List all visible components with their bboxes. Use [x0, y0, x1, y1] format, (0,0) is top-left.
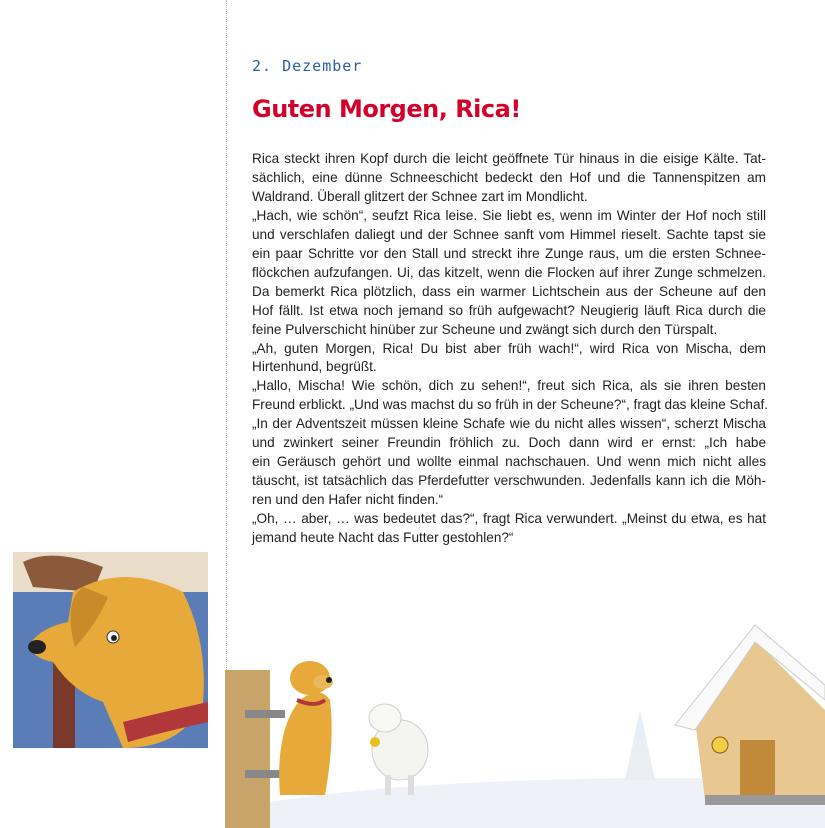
story-text — [252, 150, 769, 548]
story-line: flöckchen aufzufangen. Ui, das kitzelt, wenn die Flocken auf ihrer Zunge schmelzen. — [252, 264, 766, 280]
dog-mischa — [279, 661, 333, 795]
farm-scene-illustration — [225, 600, 825, 828]
story-line: täuscht, ist tatsächlich das Pferdefutter verschwunden. Jedenfalls kann ich die Möh- — [252, 473, 766, 489]
story-line: Rica steckt ihren Kopf durch die leicht geöffnete Tür hinaus in die eisige Kälte. Tat- — [252, 151, 766, 166]
sheep-rica — [369, 704, 428, 795]
story-line: und verschlafen daliegt und der Schnee sanft vom Himmel rieselt. Sachte tapst sie — [252, 226, 766, 242]
story-line: sächlich, eine dünne Schneeschicht bedeckt den Hof und die Tannenspitzen am — [252, 169, 766, 185]
story-line: ein paar Schritte vor den Stall und streckt ihre Zunge raus, um die ersten Schnee- — [252, 245, 766, 261]
story-line: ren und den Hafer nicht finden.“ — [252, 492, 444, 508]
story-line: „Hallo, Mischa! Wie schön, dich zu sehen!“, freut sich Rica, als sie ihren besten — [252, 378, 766, 394]
story-line: „Hach, wie schön“, seufzt Rica leise. Sie liebt es, wenn im Winter der Hof noch still — [252, 207, 766, 223]
barn — [675, 625, 825, 805]
story-line: Hof fällt. Ist etwa noch jemand so früh aufgewacht? Neugierig läuft Rica durch die — [252, 302, 766, 318]
story-line: „Oh, … aber, … was bedeutet das?“, fragt Rica verwundert. „Meinst du etwa, es hat — [252, 511, 766, 527]
story-line: Freund erblickt. „Und was machst du so früh in der Scheune?“, fragt das kleine Schaf. — [252, 397, 769, 413]
story-line: Hirtenhund, begrüßt. — [252, 359, 377, 375]
dog-portrait-illustration — [13, 552, 208, 748]
chapter-title: Guten Morgen, Rica! — [252, 95, 521, 123]
story-line: feine Pulverschicht hinüber zur Scheune und zwängt sich durch den Türspalt. — [252, 321, 718, 337]
story-line: und zwinkert seiner Freundin fröhlich zu. Doch dann wird er ernst: „Ich habe — [252, 435, 766, 451]
story-line: „Ah, guten Morgen, Rica! Du bist aber früh wach!“, wird Rica von Mischa, dem — [252, 340, 766, 356]
story-line: jemand heute Nacht das Futter gestohlen?“ — [252, 530, 514, 546]
story-line: ein Geräusch gehört und wollte einmal nachschauen. Und wenn mich nicht alles — [252, 454, 766, 470]
story-line: Da bemerkt Rica plötzlich, dass ein warmer Lichtschein aus der Scheune auf den — [252, 283, 766, 299]
chapter-date: 2. Dezember — [252, 57, 363, 75]
story-line: Waldrand. Überall glitzert der Schnee zart im Mondlicht. — [252, 188, 588, 204]
story-line: „In der Adventszeit müssen kleine Schafe wie du nicht alles wissen“, scherzt Mischa — [252, 416, 766, 432]
